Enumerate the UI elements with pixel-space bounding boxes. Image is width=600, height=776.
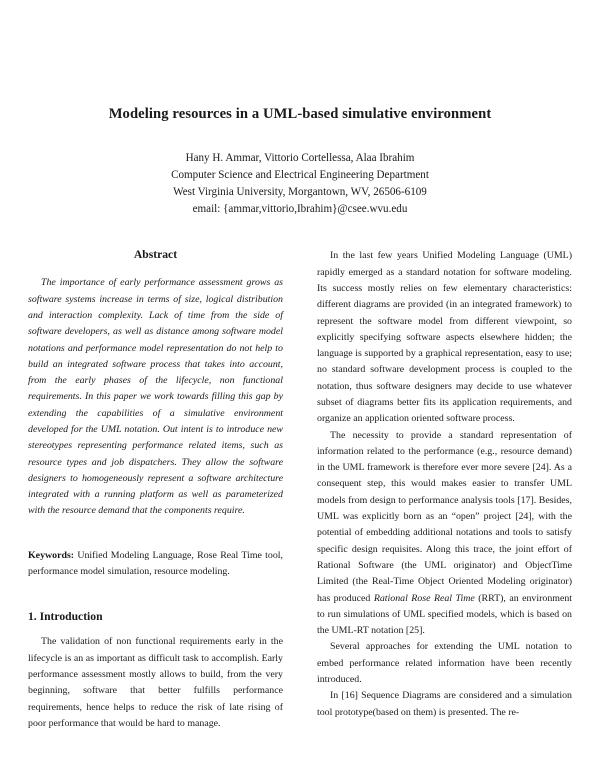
section-heading-introduction: 1. Introduction [28,610,103,624]
keywords-text: Unified Modeling Language, Rose Real Time tool, performance model simulation, resource modeling. [28,549,283,578]
product-name-italic: Rational Rose Real Time [373,592,475,604]
author-block [28,150,572,219]
abstract-text: The importance of early performance assessment grows as software systems increase in terms of size, logical distribution and interaction complexity. Lack of time from the side of software developers, as well as distance among software model notations and performance model representation do not help to build an integrated software process that takes into account, from the early phases of the lifecycle, non functional requirements. In this paper we work towards filling this gap by extending the capabilities of a simulative environment developed for the UML notation. Out intent is to introduce new stereotypes representing performance related items, such as resource types and job dispatchers. They allow the software designers to homogeneously represent a software architecture integrated with a running platform as well as parameterized with the resource demand that the components require. [28,277,283,517]
author-names: Hany H. Ammar, Vittorio Cortellessa, Alaa Ibrahim [185,151,415,164]
necessity-part2: (RRT), an environment to run simulations of UML specified models, which is based on the UML-RT notation [25]. [317,592,573,637]
right-paragraph-approaches: Several approaches for extending the UML notation to embed performance related information have been recently introduced. [317,641,572,686]
title-block [28,0,572,218]
introduction-section [28,610,283,732]
page-title: Modeling resources in a UML-based simulative environment [108,106,492,122]
keywords-label: Keywords: [28,549,75,561]
author-affiliation: West Virginia University, Morgantown, WV, 26506-6109 [173,185,427,198]
introduction-paragraph: The validation of non functional requirements early in the lifecycle is an as important as difficult task to accomplish. Early performance assessment mostly allows to build, from the very beginning, software that better fulfills performance requirements, hence helps to reduce the risk of late rising of poor performance that would be hard to manage. [28,636,283,729]
abstract-heading: Abstract [133,248,178,262]
author-department: Computer Science and Electrical Engineering Department [171,168,429,181]
two-column-body [28,248,572,732]
left-column [28,248,283,732]
keywords-block [28,548,283,581]
necessity-part1: The necessity to provide a standard representation of information related to the performance (e.g., resource demand) in the UML framework is therefore ever more severe [24]. As a consequent step, this would makes easier to transfer UML models from design to performance analysis tools [17]. Besides, UML was explicitly born as an “open” project [24], with the potential of embedding additional notations and tools to satisfy specific design requisites. Along this trace, the joint effort of Rational Software (the UML originator) and ObjectTime Limited (the Real-Time Object Oriented Modeling originator) has produced [317,429,572,604]
author-email: email: {ammar,vittorio,Ibrahim}@csee.wvu.edu [192,203,408,216]
right-column [317,248,572,721]
right-paragraph-necessity [317,428,572,640]
right-paragraph-uml-overview: In the last few years Unified Modeling Language (UML) rapidly emerged as a standard notation for software modeling. Its success mostly relies on few elementary characteristics: different diagrams are provided (in an integrated framework) to represent the software model from different viewpoint, so explicitly specifying software aspects elsewhere hidden; the language is supported by a graphical representation, easy to use; no standard software development process is coupled to the notation, thus software designers may decide to use whatever subset of diagrams better fits its application requirements, and organize an application oriented software process. [317,250,572,425]
right-paragraph-sequence-diagrams: In [16] Sequence Diagrams are considered and a simulation tool prototype(based on them) is presented. The re- [317,690,572,718]
